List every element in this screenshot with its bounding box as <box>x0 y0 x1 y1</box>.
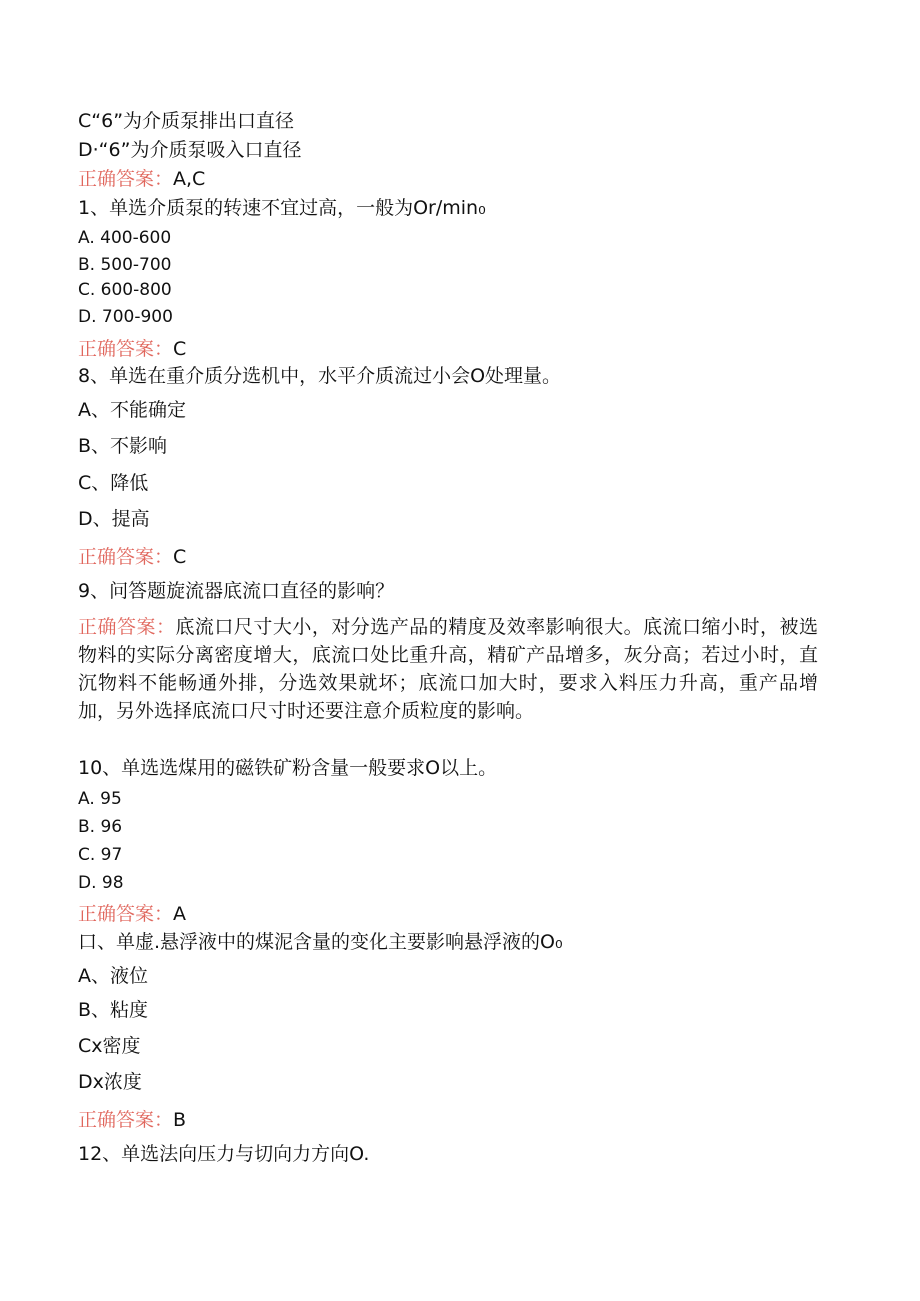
answer-line <box>78 167 205 191</box>
question-12: 12、单选法向压力与切向力方向O. <box>78 1143 370 1165</box>
answer-value: C <box>173 546 187 568</box>
q7-option-a: A. 400-600 <box>78 228 172 248</box>
answer-label: 正确答案： <box>78 546 174 568</box>
q8-option-c: C、降低 <box>78 472 149 494</box>
answer-label: 正确答案： <box>78 168 174 190</box>
q10-option-d: D. 98 <box>78 873 124 893</box>
q7-option-d: D. 700-900 <box>78 307 173 327</box>
answer-value: C <box>173 338 187 360</box>
q10-option-c: C. 97 <box>78 845 123 865</box>
q11-option-d: Dx浓度 <box>78 1071 142 1093</box>
q8-option-a: A、不能确定 <box>78 399 186 421</box>
question-9: 9、问答题旋流器底流口直径的影响？ <box>78 580 395 602</box>
q8-option-d: D、提高 <box>78 508 150 530</box>
question-11: 口、单虚.悬浮液中的煤泥含量的变化主要影响悬浮液的O₀ <box>78 931 563 953</box>
question-8: 8、单选在重介质分选机中，水平介质流过小会O处理量。 <box>78 365 562 387</box>
q7-option-b: B. 500-700 <box>78 255 172 275</box>
q8-option-b: B、不影响 <box>78 435 168 457</box>
q11-option-a: A、液位 <box>78 965 148 987</box>
q10-option-b: B. 96 <box>78 817 123 837</box>
answer-value: A <box>173 903 187 925</box>
q10-option-a: A. 95 <box>78 789 122 809</box>
answer-label: 正确答案： <box>78 1109 174 1131</box>
answer-value: 底流口尺寸大小，对分选产品的精度及效率影响很大。底流口缩小时，被选物料的实际分离密度增大，底流口处比重升高，精矿产品增多，灰分高；若过小时，直沉物料不能畅通外排，分选效果就坏；底流口加大时，要求入料压力升高，重产品增加，另外选择底流口尺寸时还要注意介质粒度的影响。 <box>78 616 818 722</box>
answer-paragraph <box>78 613 818 725</box>
answer-line <box>78 1108 186 1132</box>
q11-option-b: B、粘度 <box>78 999 149 1021</box>
answer-value: B <box>173 1109 187 1131</box>
answer-line <box>78 545 186 569</box>
option-c: C“6”为介质泵排出口直径 <box>78 110 295 132</box>
answer-line <box>78 902 186 926</box>
answer-label: 正确答案： <box>78 338 174 360</box>
answer-value: A,C <box>173 168 206 190</box>
q7-option-c: C. 600-800 <box>78 280 172 300</box>
answer-line <box>78 337 186 361</box>
question-7: 1、单选介质泵的转速不宜过高，一般为Or∕min₀ <box>78 197 486 219</box>
question-10: 10、单选选煤用的磁铁矿粉含量一般要求O以上。 <box>78 757 498 779</box>
option-d: D·“6”为介质泵吸入口直径 <box>78 139 302 161</box>
q11-option-c: Cx密度 <box>78 1035 141 1057</box>
answer-label: 正确答案： <box>78 616 176 638</box>
answer-label: 正确答案： <box>78 903 174 925</box>
